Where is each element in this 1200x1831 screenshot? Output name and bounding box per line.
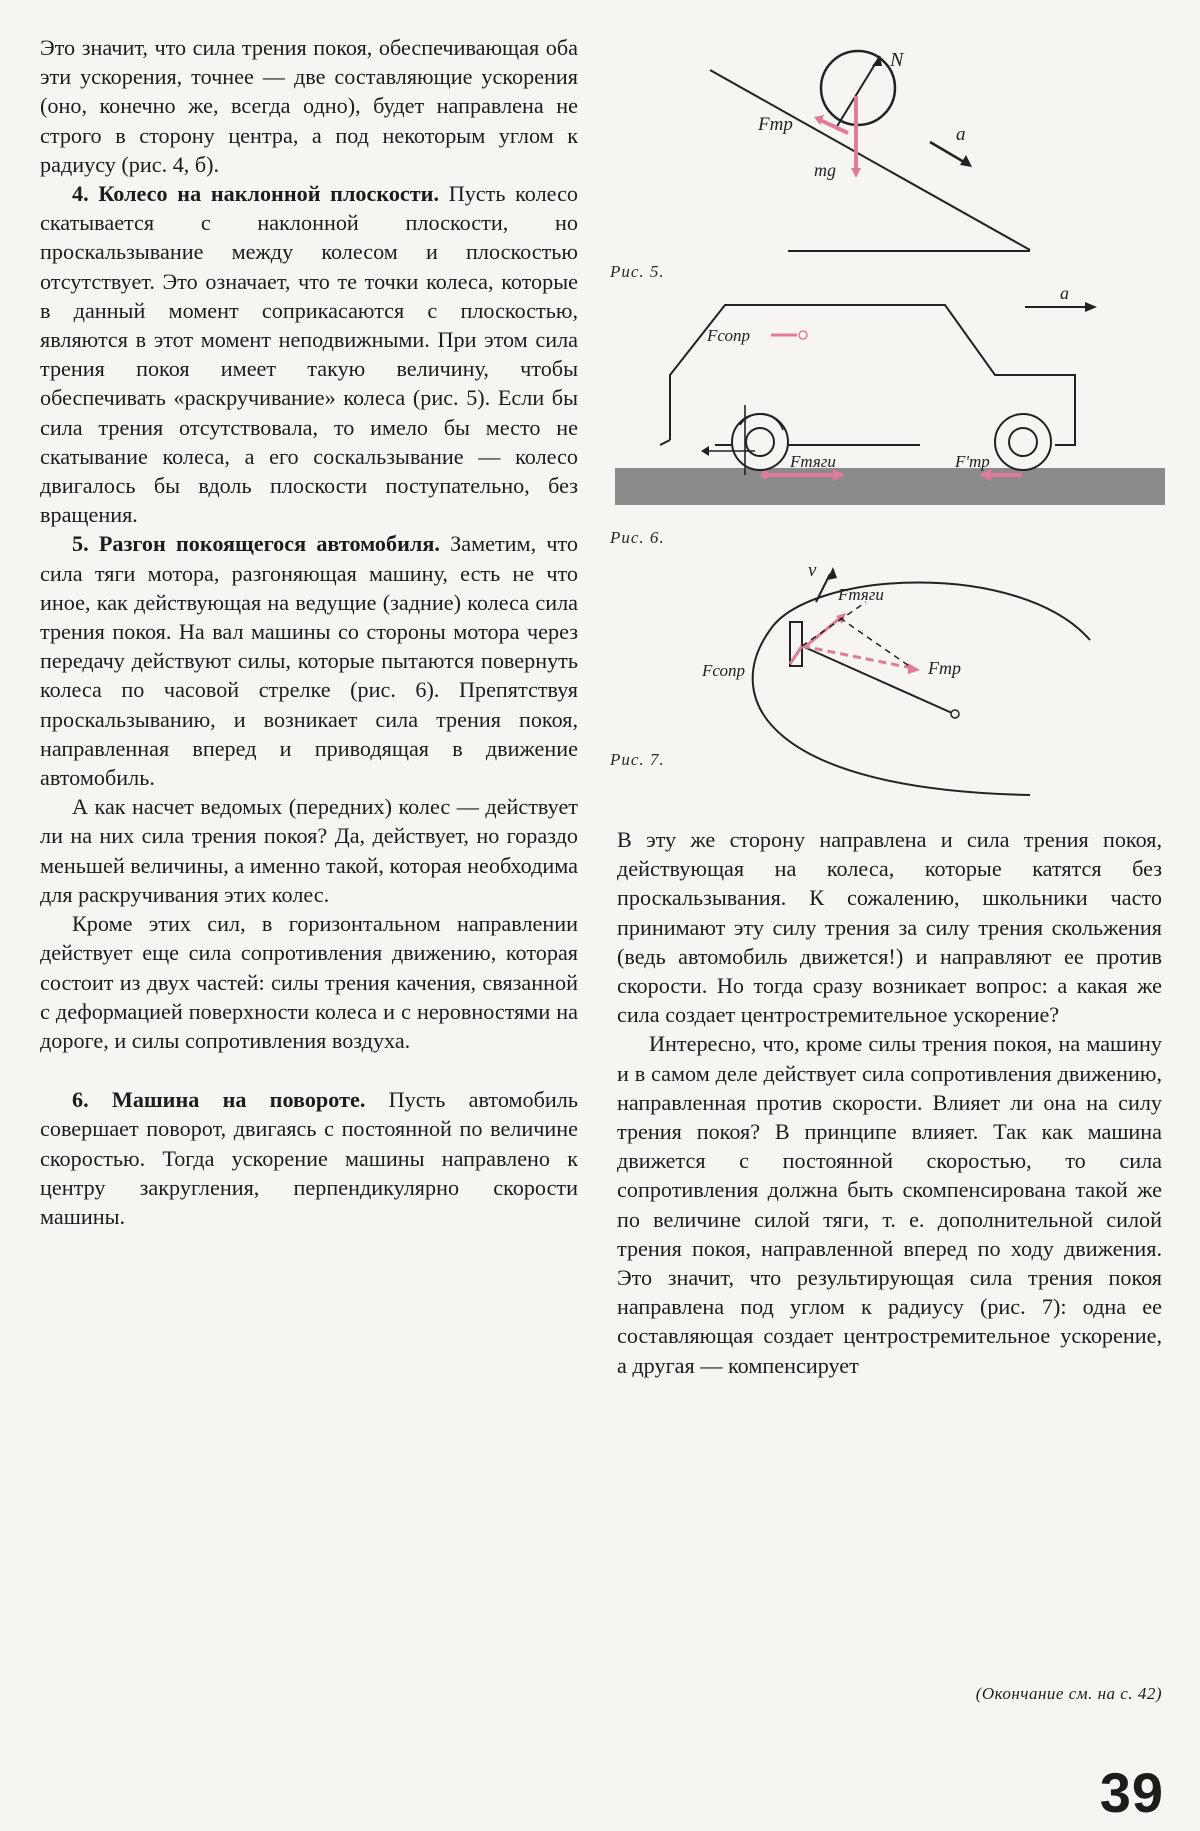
figure-6 <box>615 285 1165 505</box>
turn-center <box>951 710 959 718</box>
label-Ftyagi: Fтяги <box>838 585 884 604</box>
accel-arrow <box>930 142 964 162</box>
label-Ftr: Fтр <box>928 658 961 678</box>
right-column <box>617 825 1162 1380</box>
label-mg: mg <box>814 160 836 180</box>
paragraph-front-wheels: А как насчет ведомых (передних) колес — действует ли на них сила трения покоя? Да, действует, но гораздо меньшей величины, а именно такой, которая необходима для раскручивания этих колес. <box>40 794 578 907</box>
figure-5 <box>700 40 1060 260</box>
incline-slope <box>710 70 1030 250</box>
section-5-text: Заметим, что сила тяги мотора, разгоняющая машину, есть не что иное, как действующая на ведущие (задние) колеса сила трения покоя. На вал машины со стороны мотора через передачу действуют силы, которые пытаются повернуть колеса по часовой стрелке (рис. 6). Препятствуя проскальзыванию, и возникает сила трения покоя, направленная вперед и приводящая в движение автомобиль. <box>40 531 578 791</box>
section-6-text: Пусть автомобиль совершает поворот, двигаясь с постоянной по величине скоростью. Тогда ускорение машины направлено к центру закругления, перпендикулярно скорости машины. <box>40 1087 578 1229</box>
parallelogram-side-1 <box>840 618 912 668</box>
road-surface <box>615 468 1165 505</box>
label-N: N <box>890 49 904 71</box>
figure-7 <box>690 550 1160 810</box>
radius-line <box>802 646 952 713</box>
label-v: v <box>808 560 817 581</box>
section-4-text: Пусть колесо скатывается с наклонной плоскости, но проскальзывание между колесом и плоскостью отсутствует. Это означает, что те точки колеса, которые в данный момент соприкасаются с плоскостью, являются в этот момент неподвижными. При этом сила трения покоя имеет такую величину, чтобы обеспечивать «раскручивание» колеса (рис. 5). Если бы сила трения отсутствовала, то имело бы место не скатывание колеса, а его соскальзывание — колесо двигалось бы вдоль плоскости поступательно, без вращения. <box>40 181 579 528</box>
label-Fsopr: Fсопр <box>702 661 746 680</box>
accel-arrowhead <box>1085 302 1097 312</box>
front-wheel <box>995 414 1051 470</box>
section-6-heading: 6. Машина на повороте. <box>72 1087 366 1113</box>
label-a: a <box>956 124 966 145</box>
label-Ftyagi: Fтяги <box>790 452 836 471</box>
label-Ftr-prime: F'тр <box>955 452 990 471</box>
section-4 <box>40 179 578 529</box>
page-number: 39 <box>1099 1761 1164 1824</box>
rear-force-left-head <box>701 446 709 456</box>
paragraph-continuation: В эту же сторону направлена и сила трения покоя, действующая на колеса, которые катятся без проскальзывания. К сожалению, школьники часто принимают эту силу трения за силу трения скольжения (ведь автомобиль движется!) и направляют ее против скорости. Но тогда сразу возникает вопрос: а какая же сила создает центростремительное ускорение? <box>617 827 1162 1028</box>
label-Ftr: Fтр <box>758 114 793 135</box>
traction-origin <box>761 471 769 479</box>
paragraph-intro: Это значит, что сила трения покоя, обеспечивающая оба эти ускорения, точнее — две составляющие ускорения (оно, конечно же, всегда одно), будет направлена не строго в сторону центра, а под некоторым углом к радиусу (рис. 4, б). <box>40 35 578 177</box>
paragraph-resistance: Кроме этих сил, в горизонтальном направлении действует еще сила сопротивления движению, которая состоит из двух частей: силы трения качения, связанной с деформацией поверхности колеса и с неровностями на дороге, и силы сопротивления воздуха. <box>40 911 578 1053</box>
figure-5-caption: Рис. 5. <box>610 262 665 281</box>
section-6 <box>40 1085 578 1231</box>
figure-7-caption: Рис. 7. <box>610 750 665 769</box>
label-Fsopr: Fсопр <box>707 326 751 345</box>
section-5 <box>40 529 578 792</box>
turn-path <box>753 583 1090 796</box>
section-4-heading: 4. Колесо на наклонной плоскости. <box>72 181 439 207</box>
continuation-note: (Окончание см. на с. 42) <box>975 1684 1162 1703</box>
section-5-heading: 5. Разгон покоящегося автомобиля. <box>72 531 440 557</box>
label-a: a <box>1060 285 1069 303</box>
parallelogram-side-2 <box>802 602 866 646</box>
figure-6-caption: Рис. 6. <box>610 528 665 547</box>
gravity-arrowhead <box>851 168 861 178</box>
resistance-origin <box>799 331 807 339</box>
velocity-arrowhead <box>827 567 837 580</box>
paragraph-resistance-force: Интересно, что, кроме силы трения покоя, на машину и в самом деле действует сила сопротивления движению, направленная против скорости. Влияет ли она на силу трения покоя? В принципе влияет. Так как машина движется с постоянной скоростью, то сила сопротивления должна быть скомпенсирована такой же по величине силой тяги, т. е. дополнительной силой трения покоя, направленной вперед по ходу движения. Это значит, что результирующая сила трения покоя направлена под углом к радиусу (рис. 7): одна ее составляющая создает центростремительное ускорение, а другая — компенсирует <box>617 1031 1162 1378</box>
left-column <box>40 33 578 1231</box>
friction-result-arrowhead <box>908 663 920 674</box>
